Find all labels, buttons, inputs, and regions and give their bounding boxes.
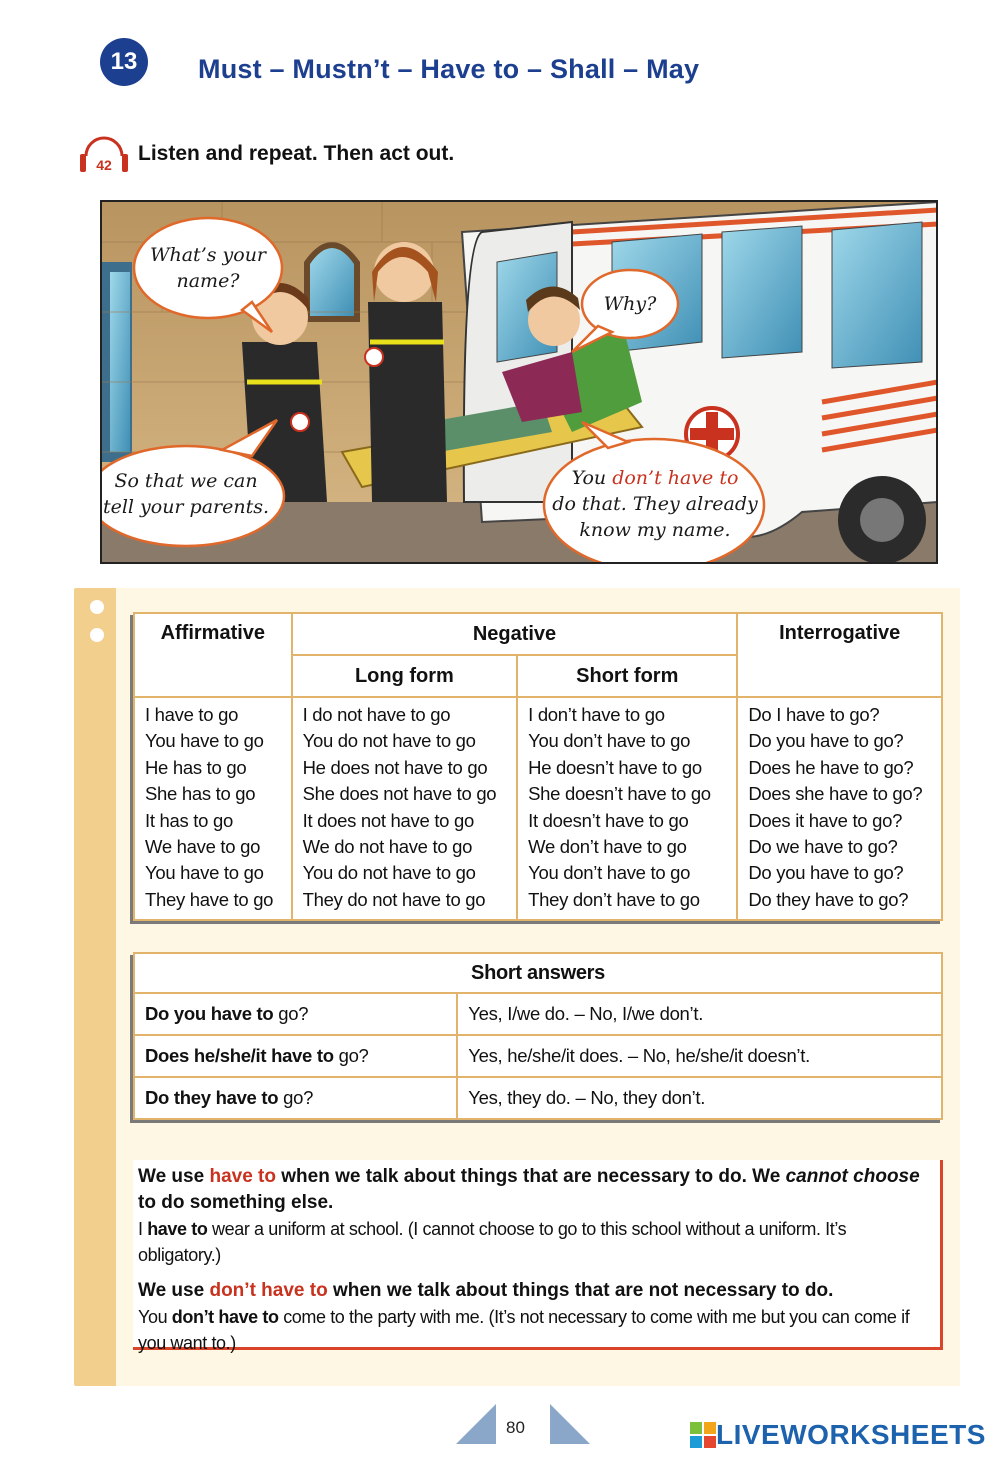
interrogative-item: Do they have to go? — [748, 888, 909, 910]
comic-illustration — [100, 200, 938, 564]
table-row — [134, 1035, 942, 1077]
long-form-item: I do not have to go — [302, 704, 451, 725]
header-affirmative: Affirmative — [134, 613, 292, 697]
question-rest: go? — [333, 1045, 369, 1066]
page-number: 80 — [506, 1418, 525, 1437]
bubble-text: Why? — [603, 292, 657, 315]
short-answer-response: Yes, they do. – No, they don’t. — [457, 1077, 942, 1119]
affirmative-item: It has to go — [145, 809, 233, 831]
bubble-highlight: don’t have to — [612, 466, 739, 489]
long-form-item: She does not have to go — [302, 783, 497, 805]
conjugation-table — [133, 612, 943, 921]
short-form-item: It doesn’t have to go — [528, 809, 689, 831]
table-row — [134, 1077, 942, 1119]
affirmative-item: He has to go — [145, 756, 247, 778]
long-form-column — [292, 697, 518, 920]
short-form-item: He doesn’t have to go — [528, 756, 702, 778]
short-answer-question — [134, 1077, 457, 1119]
header-short-form: Short form — [517, 655, 737, 697]
bubble-text: know my name. — [579, 519, 731, 542]
example-have-to: I have to wear a uniform at school. (I cannot choose to go to this school without a uniform. It’s obligatory.) — [138, 1219, 847, 1265]
bullet-dot-icon — [90, 628, 104, 642]
affirmative-column — [134, 697, 292, 920]
example-dont-have-to: You don’t have to come to the party with me. (It’s not necessary to come with me but you can come if you want to.) — [138, 1307, 910, 1353]
header-interrogative: Interrogative — [737, 613, 942, 697]
short-answer-question — [134, 993, 457, 1035]
highlight-dont-have-to: don’t have to — [209, 1280, 328, 1301]
unit-number-badge — [100, 38, 148, 86]
long-form-item: It does not have to go — [302, 809, 474, 831]
page-corner-left-icon — [456, 1404, 496, 1444]
affirmative-item: I have to go — [145, 704, 239, 725]
rule-have-to: We use have to when we talk about things that are necessary to do. We cannot choose to do something else. — [138, 1166, 920, 1213]
bubble-text: name? — [176, 270, 240, 292]
bubble-text: So that we can — [114, 469, 258, 492]
question-rest: go? — [278, 1087, 314, 1108]
short-answers-title: Short answers — [134, 953, 942, 993]
short-answers-table — [133, 952, 943, 1120]
affirmative-item: They have to go — [145, 888, 274, 910]
rule-dont-have-to: We use don’t have to when we talk about things that are not necessary to do. — [138, 1280, 834, 1301]
short-answer-response: Yes, he/she/it does. – No, he/she/it doesn’t. — [457, 1035, 942, 1077]
short-answer-question — [134, 1035, 457, 1077]
speech-bubble-reply — [546, 450, 764, 558]
page-corner-right-icon — [550, 1404, 590, 1444]
affirmative-item: You have to go — [145, 730, 264, 752]
track-number: 42 — [96, 157, 112, 173]
interrogative-item: Do you have to go? — [748, 862, 904, 884]
brand-name: LIVEWORKSHEETS — [716, 1419, 986, 1450]
interrogative-item: Does it have to go? — [748, 809, 903, 831]
liveworksheets-logo[interactable] — [690, 1418, 986, 1452]
interrogative-item: Does she have to go? — [748, 783, 923, 805]
short-form-item: You don’t have to go — [528, 730, 691, 752]
long-form-item: We do not have to go — [302, 836, 473, 858]
speech-bubble-name-question — [138, 230, 278, 306]
question-rest: go? — [273, 1003, 309, 1024]
affirmative-item: You have to go — [145, 862, 264, 884]
page-title: Must – Mustn’t – Have to – Shall – May — [198, 54, 700, 84]
bubble-text: tell your parents. — [102, 496, 270, 518]
interrogative-item: Does he have to go? — [748, 756, 914, 778]
table-row — [134, 993, 942, 1035]
emphasis-cannot-choose: cannot choose — [785, 1166, 920, 1187]
short-form-column — [517, 697, 737, 920]
header-negative: Negative — [292, 613, 738, 655]
long-form-item: You do not have to go — [302, 730, 476, 752]
short-form-item: We don’t have to go — [528, 836, 687, 858]
interrogative-item: Do you have to go? — [748, 730, 904, 752]
unit-number: 13 — [110, 48, 138, 75]
headphones-icon[interactable] — [76, 126, 132, 176]
interrogative-item: Do we have to go? — [748, 836, 898, 858]
bubble-text: do that. They already — [552, 492, 758, 515]
short-form-item: They don’t have to go — [528, 888, 700, 910]
short-form-item: You don’t have to go — [528, 862, 691, 884]
short-form-item: I don’t have to go — [528, 704, 665, 725]
bullet-dot-icon — [90, 600, 104, 614]
affirmative-item: She has to go — [145, 783, 256, 805]
speech-bubble-parents — [100, 454, 276, 534]
bubble-text: You — [571, 466, 613, 489]
speech-bubble-why — [586, 286, 674, 322]
affirmative-item: We have to go — [145, 836, 261, 858]
highlight-have-to: have to — [209, 1166, 276, 1187]
instruction-text: Listen and repeat. Then act out. — [138, 142, 455, 165]
long-form-item: He does not have to go — [302, 756, 488, 778]
short-form-item: She doesn’t have to go — [528, 783, 711, 805]
short-answer-response: Yes, I/we do. – No, I/we don’t. — [457, 993, 942, 1035]
interrogative-item: Do I have to go? — [748, 704, 880, 725]
liveworksheets-grid-icon — [690, 1422, 716, 1448]
usage-notes — [133, 1160, 943, 1353]
header-long-form: Long form — [292, 655, 518, 697]
long-form-item: They do not have to go — [302, 888, 486, 910]
bubble-text: What’s your — [149, 243, 267, 266]
interrogative-column — [737, 697, 942, 920]
long-form-item: You do not have to go — [302, 862, 476, 884]
question-bold: Do they have to — [145, 1087, 279, 1108]
question-bold: Does he/she/it have to — [145, 1045, 334, 1066]
question-bold: Do you have to — [145, 1003, 274, 1024]
